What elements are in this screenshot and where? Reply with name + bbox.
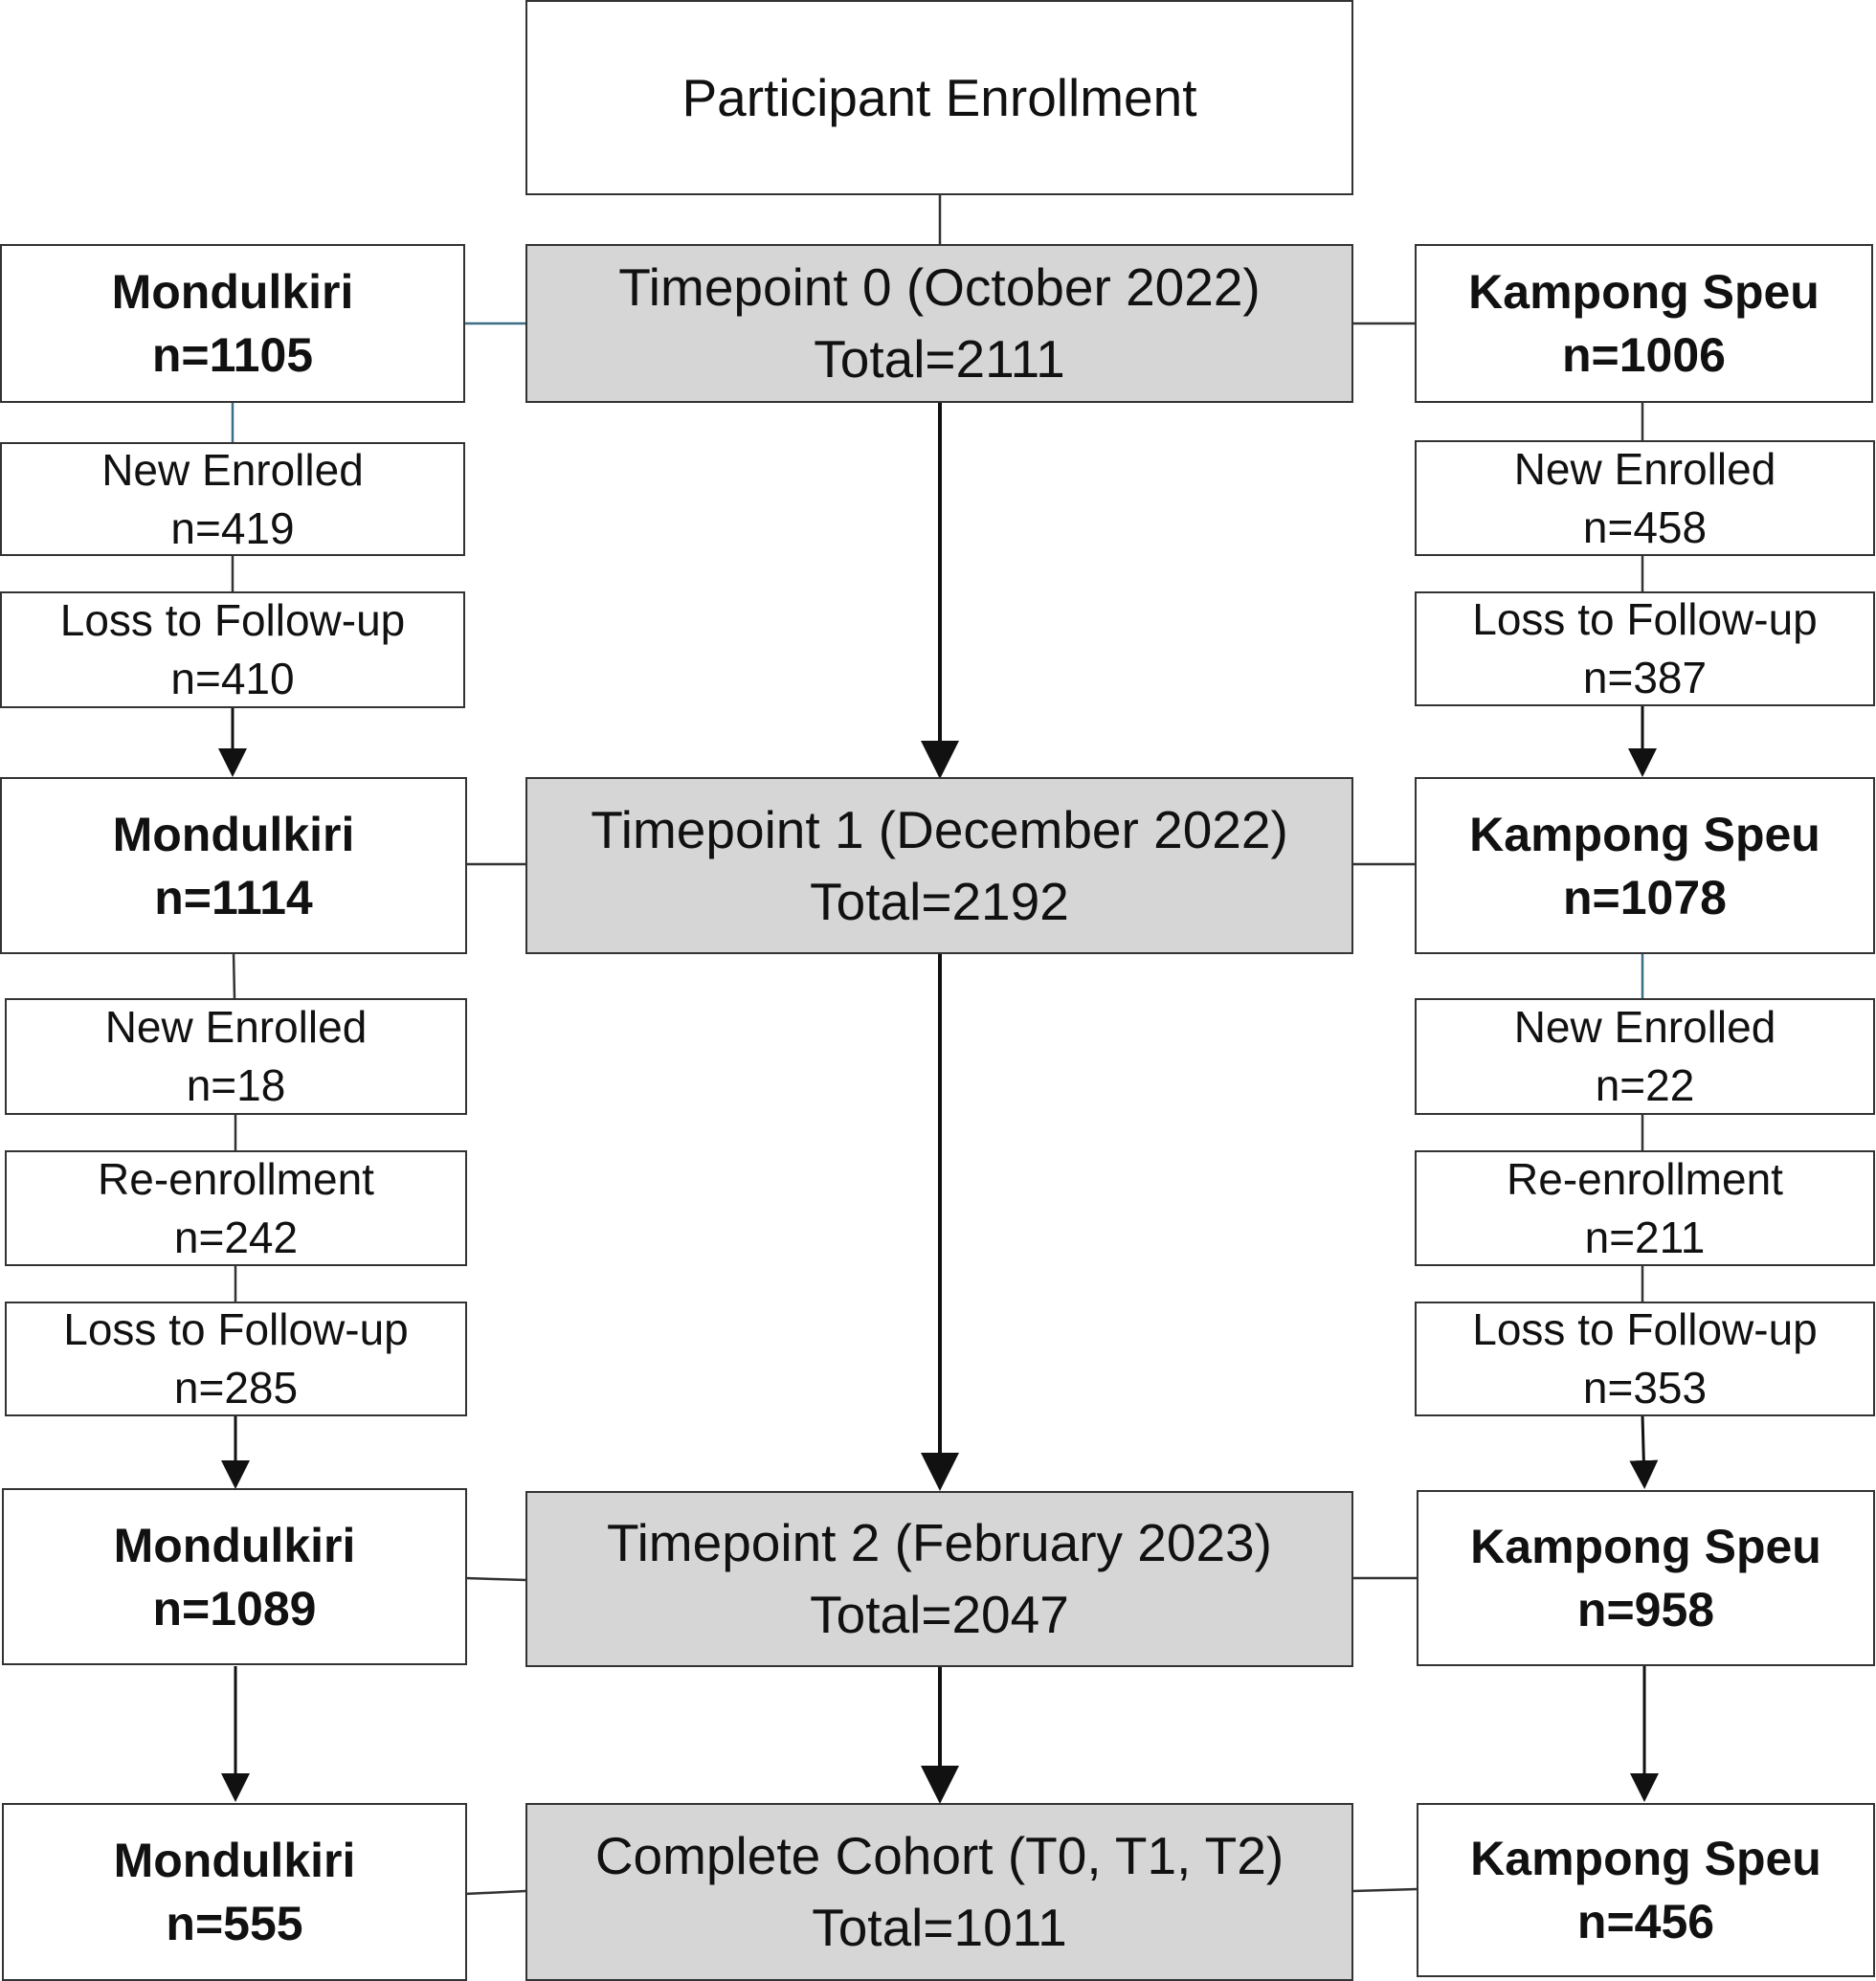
detail-label: New Enrolled <box>104 1002 368 1052</box>
timepoint-total: Total=1011 <box>812 1898 1067 1957</box>
kampong-new-enrolled-t12 <box>1415 998 1875 1115</box>
region-count: n=1089 <box>152 1581 317 1636</box>
region-count: n=456 <box>1576 1895 1715 1948</box>
detail-value: n=18 <box>186 1060 286 1110</box>
detail-value: n=410 <box>170 654 295 703</box>
mondulkiri-loss-followup-t12 <box>5 1302 467 1416</box>
region-count: n=555 <box>166 1897 303 1950</box>
timepoint-title: Timepoint 1 (December 2022) <box>591 799 1288 859</box>
detail-value: n=242 <box>173 1212 299 1262</box>
detail-label: Loss to Follow-up <box>59 595 406 645</box>
timepoint-2-box <box>525 1491 1353 1667</box>
kampong-speu-t2-box <box>1417 1490 1875 1666</box>
mondulkiri-t1-box <box>0 777 467 954</box>
detail-label: Loss to Follow-up <box>1472 594 1818 644</box>
detail-value: n=387 <box>1582 653 1708 702</box>
kampong-new-enrolled-t01 <box>1415 440 1875 556</box>
detail-label: Re-enrollment <box>1507 1153 1783 1204</box>
detail-value: n=419 <box>170 502 295 553</box>
region-count: n=958 <box>1576 1583 1715 1636</box>
detail-label: Loss to Follow-up <box>63 1304 409 1354</box>
region-name: Mondulkiri <box>111 265 354 319</box>
timepoint-title: Timepoint 2 (February 2023) <box>607 1513 1272 1572</box>
mondulkiri-cohort-box <box>2 1803 467 1981</box>
detail-label: Loss to Follow-up <box>1472 1304 1818 1354</box>
timepoint-title: Timepoint 0 (October 2022) <box>618 257 1261 317</box>
detail-value: n=353 <box>1582 1363 1708 1413</box>
timepoint-total: Total=2047 <box>810 1585 1069 1644</box>
detail-label: Re-enrollment <box>98 1153 374 1204</box>
mondulkiri-t0-box <box>0 244 465 403</box>
kampong-speu-t0-box <box>1415 244 1873 403</box>
timepoint-0-box <box>525 244 1353 403</box>
region-name: Kampong Speu <box>1470 1520 1821 1573</box>
enrollment-title: Participant Enrollment <box>681 67 1197 127</box>
mondulkiri-t2-box <box>2 1488 467 1665</box>
detail-value: n=458 <box>1582 501 1708 552</box>
kampong-speu-t1-box <box>1415 777 1875 954</box>
kampong-speu-cohort-box <box>1417 1803 1875 1977</box>
region-name: Kampong Speu <box>1470 1832 1821 1885</box>
timepoint-1-box <box>525 777 1353 954</box>
arrow-kampong-t2 <box>1642 1415 1644 1483</box>
detail-value: n=22 <box>1595 1060 1695 1110</box>
detail-label: New Enrolled <box>1513 443 1776 494</box>
complete-cohort-box <box>525 1803 1353 1981</box>
region-count: n=1114 <box>154 870 313 924</box>
mondulkiri-new-enrolled-t12 <box>5 998 467 1115</box>
region-name: Mondulkiri <box>112 807 355 861</box>
region-count: n=1078 <box>1563 870 1727 924</box>
region-count: n=1006 <box>1562 328 1726 382</box>
enrollment-box <box>525 0 1353 195</box>
mondulkiri-loss-followup-t01 <box>0 591 465 708</box>
mondulkiri-reenrollment-t12 <box>5 1150 467 1266</box>
region-name: Mondulkiri <box>113 1518 356 1572</box>
kampong-reenrollment-t12 <box>1415 1150 1875 1266</box>
detail-label: New Enrolled <box>101 444 364 495</box>
region-name: Kampong Speu <box>1469 807 1820 861</box>
mondulkiri-new-enrolled-t01 <box>0 442 465 556</box>
kampong-loss-followup-t12 <box>1415 1302 1875 1416</box>
region-name: Mondulkiri <box>113 1834 356 1887</box>
timepoint-total: Total=2192 <box>810 871 1069 931</box>
timepoint-title: Complete Cohort (T0, T1, T2) <box>594 1826 1284 1885</box>
region-name: Kampong Speu <box>1468 265 1820 319</box>
timepoint-total: Total=2111 <box>814 329 1065 389</box>
region-count: n=1105 <box>151 328 314 382</box>
kampong-loss-followup-t01 <box>1415 591 1875 706</box>
detail-value: n=285 <box>173 1363 299 1413</box>
detail-label: New Enrolled <box>1513 1002 1776 1052</box>
detail-value: n=211 <box>1584 1212 1706 1262</box>
